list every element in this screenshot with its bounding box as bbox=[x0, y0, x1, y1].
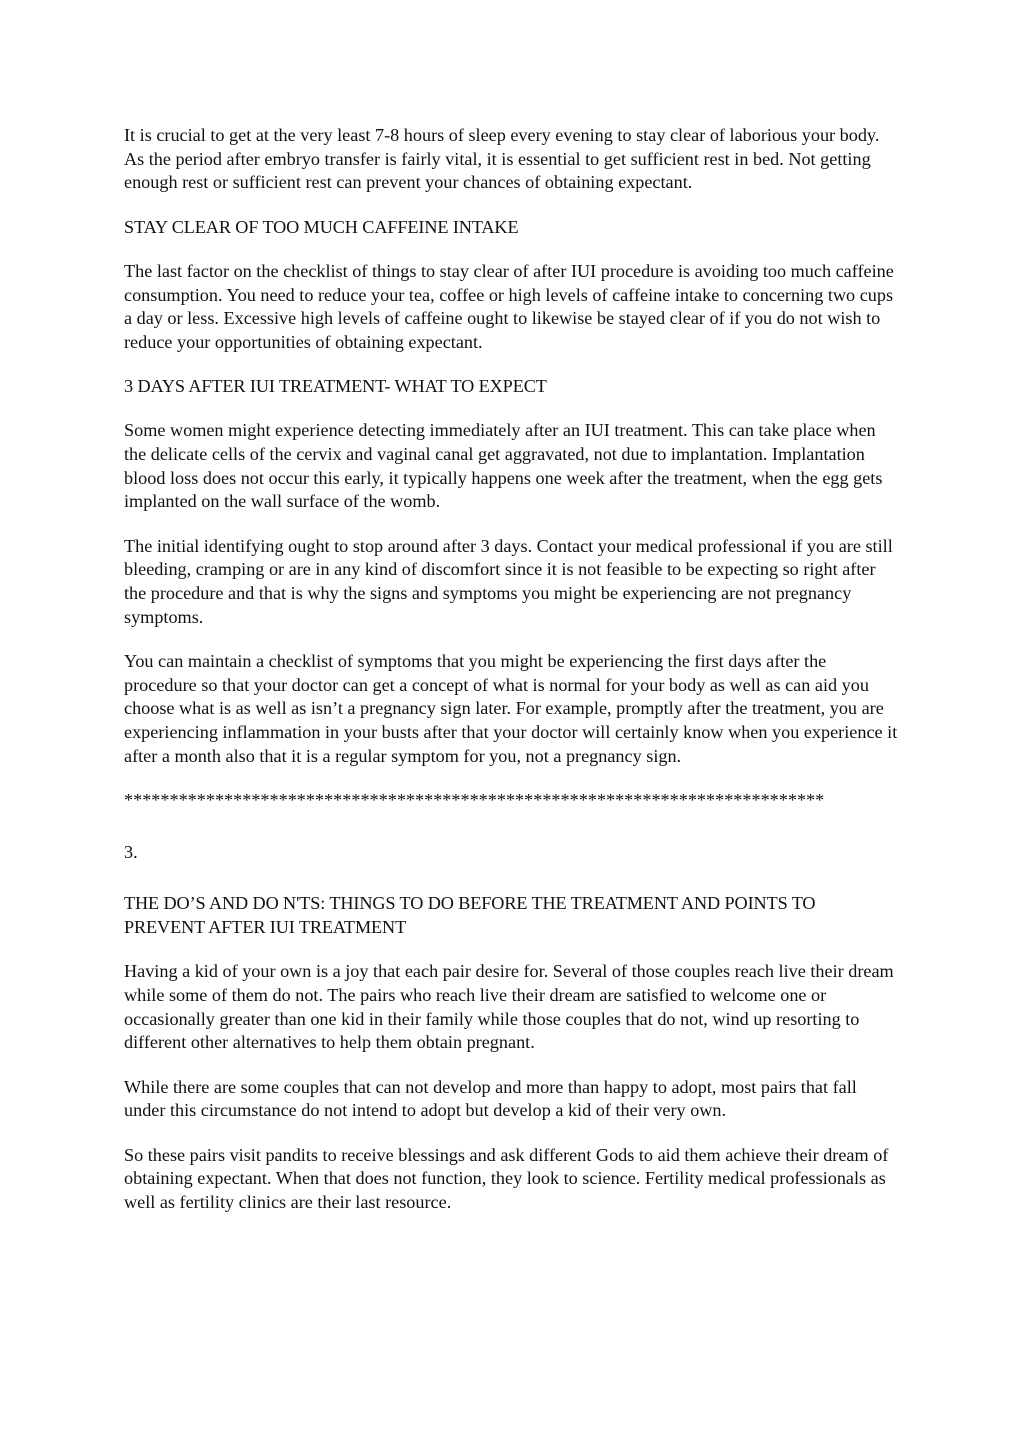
sleep-paragraph: It is crucial to get at the very least 7-8 hours of sleep every evening to stay clear of laborious your body. As the period after embryo transfer is fairly vital, it is essential to get sufficient rest in bed. Not getting enough rest or sufficient rest can prevent your chances of obtaining expectant. bbox=[124, 125, 880, 193]
caffeine-heading: STAY CLEAR OF TOO MUCH CAFFEINE INTAKE bbox=[124, 216, 519, 237]
pandits-paragraph: So these pairs visit pandits to receive blessings and ask different Gods to aid them achieve their dream of obtaining expectant. When that does not function, they look to science. Fertility medical professionals as well as fertility clinics are their last resource. bbox=[124, 1144, 889, 1212]
dos-and-donts-heading: THE DO’S AND DO N'TS: THINGS TO DO BEFORE THE TREATMENT AND POINTS TO PREVENT AFTER IUI TREATMENT bbox=[124, 893, 816, 938]
initial-spotting-paragraph: The initial identifying ought to stop around after 3 days. Contact your medical professional if you are still bleeding, cramping or are in any kind of discomfort since it is not feasible to be expecting so right after the procedure and that is why the signs and symptoms you might be experiencing are not pregnancy symptoms. bbox=[124, 535, 893, 627]
asterisk-separator: ***************************************************************************** bbox=[124, 789, 825, 810]
document-page bbox=[124, 124, 900, 1235]
adopt-paragraph: While there are some couples that can not develop and more than happy to adopt, most pairs that fall under this circumstance do not intend to adopt but develop a kid of their very own. bbox=[124, 1076, 857, 1121]
symptom-checklist-paragraph: You can maintain a checklist of symptoms that you might be experiencing the first days after the procedure so that your doctor can get a concept of what is normal for your body as well as can aid you choose what is as well as isn’t a pregnancy sign later. For example, promptly after the treatment, you are experiencing inflammation in your busts after that your doctor will certainly know when you experience it after a month also that it is a regular symptom for you, not a pregnancy sign. bbox=[124, 650, 898, 766]
kid-paragraph: Having a kid of your own is a joy that each pair desire for. Several of those couples reach live their dream while some of them do not. The pairs who reach live their dream are satisfied to welcome one or occasionally greater than one kid in their family while those couples that do not, wind up resorting to different other alternatives to help them obtain pregnant. bbox=[124, 961, 894, 1053]
spotting-paragraph: Some women might experience detecting immediately after an IUI treatment. This can take place when the delicate cells of the cervix and vaginal canal get aggravated, not due to implantation. Implantation blood loss does not occur this early, it typically happens one week after the treatment, when the egg gets implanted on the wall surface of the womb. bbox=[124, 420, 883, 512]
three-days-heading: 3 DAYS AFTER IUI TREATMENT- WHAT TO EXPECT bbox=[124, 376, 547, 397]
caffeine-paragraph: The last factor on the checklist of things to stay clear of after IUI procedure is avoiding too much caffeine consumption. You need to reduce your tea, coffee or high levels of caffeine intake to concerning two cups a day or less. Excessive high levels of caffeine ought to likewise be stayed clear of if you do not wish to reduce your opportunities of obtaining expectant. bbox=[124, 260, 894, 352]
section-number: 3. bbox=[124, 841, 138, 862]
